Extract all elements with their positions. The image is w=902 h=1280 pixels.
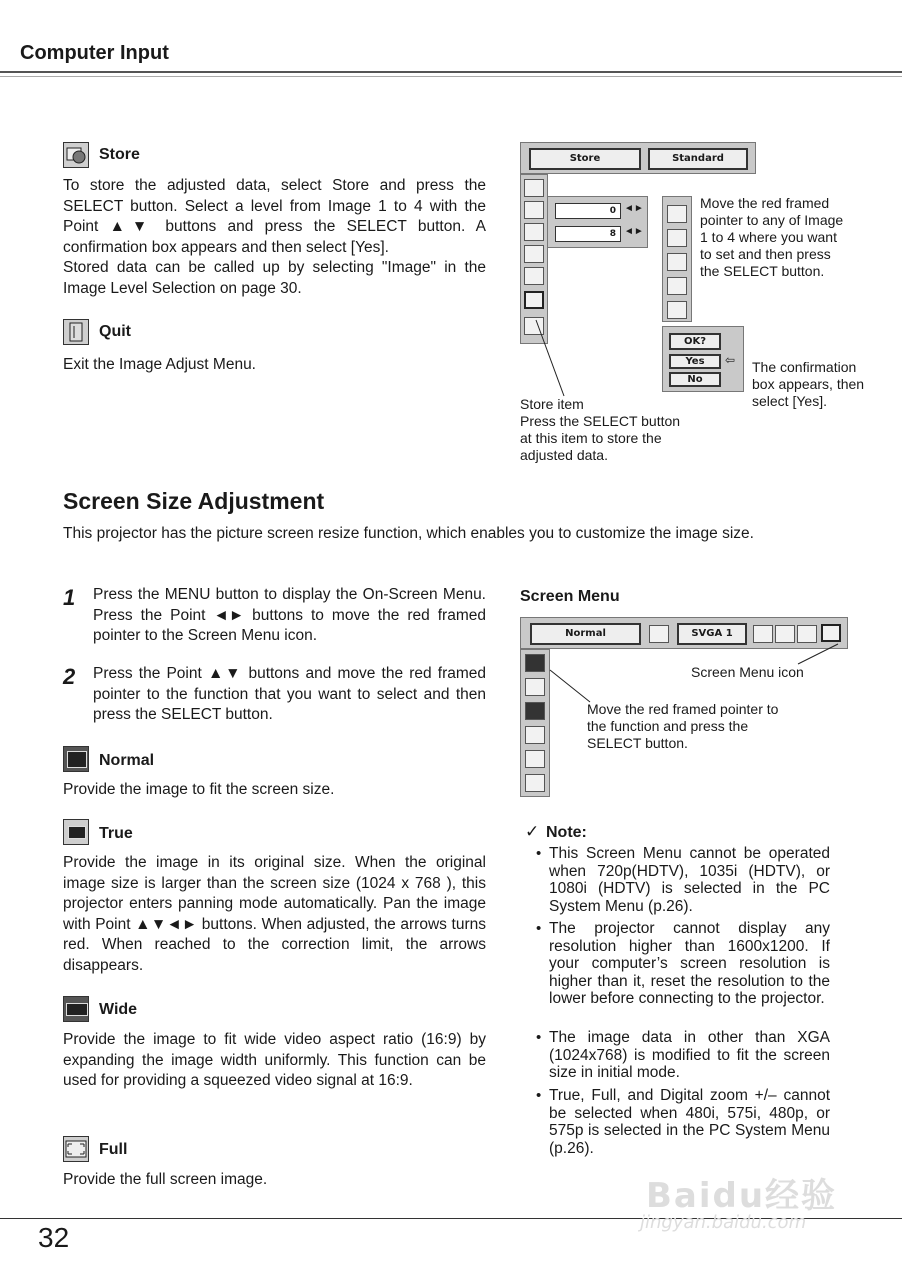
contrast-icon [524,179,544,197]
bullet: • [536,920,542,937]
normal-menu-icon [525,654,545,672]
step-number: 2 [63,664,76,689]
wide-heading: Wide [99,1001,138,1018]
quit-heading: Quit [99,323,131,340]
standard-tab: Standard [648,148,748,170]
zoom-in-icon [525,750,545,768]
note-heading: Note: [546,824,587,841]
watermark-url: jingyan.baidu.com [640,1212,807,1233]
bullet: • [536,845,542,862]
svga-tab: SVGA 1 [677,623,747,645]
confirm-ok-label: OK? [669,333,721,350]
value-field-2: 8 [555,226,621,242]
store-item-caption: Store item Press the SELECT button at this item to store the adjusted data. [520,396,681,463]
confirm-caption: The confirmation box appears, then select [Yes]. [752,359,865,409]
screen-menu-pointer-caption: Move the red framed pointer to the function and press the SELECT button. [587,701,779,751]
note-item: The image data in other than XGA (1024x768) is modified to fit the screen size in initial mode. [549,1029,830,1081]
step-number: 1 [63,585,76,610]
full-body: Provide the full screen image. [63,1171,268,1188]
note-item: The projector cannot display any resolution higher than 1600x1200. If your computer’s screen resolution is higher than it, reset the resolution to the lower before connecting to the projector. [549,920,830,1007]
brightness-icon [524,201,544,219]
tint-icon [524,245,544,263]
true-icon [63,819,89,845]
confirm-box [662,326,744,392]
check-icon: ✓ [525,822,540,841]
screen-menu-column [520,649,550,797]
header-rule [0,71,902,73]
bullet: • [536,1029,542,1046]
image-4-icon [667,277,687,295]
quit-icon [63,319,89,345]
image-3-icon [667,253,687,271]
watermark-logo: Baidu经验 [646,1176,838,1216]
full-menu-icon [525,726,545,744]
store-tab: Store [529,148,641,170]
section-title: Screen Size Adjustment [63,488,325,514]
quit-menu-icon [667,301,687,319]
value-field-1: 0 [555,203,621,219]
bullet: • [536,1087,542,1104]
wide-icon [63,996,89,1022]
image-level-column [662,196,692,322]
store-menu-bar [520,142,756,174]
image-1-icon [667,205,687,223]
image-2-icon [667,229,687,247]
store-body: To store the adjusted data, select Store and press the SELECT button. Select a level from Image 1 to 4 with the Point ▲▼ buttons and press the SELECT button. A confirmation box appears and then select [Yes]. Stored data can be called up by selecting "Image" in the Image Level Selection on page 30. [63,177,486,297]
normal-icon [63,746,89,772]
pointer-arrow-icon: ⇦ [725,353,736,367]
store-icon [63,142,89,168]
screen-menu-icon-caption: Screen Menu icon [691,664,804,680]
page-header-title: Computer Input [20,42,169,64]
gamma-icon [524,223,544,241]
true-menu-icon [525,678,545,696]
confirm-yes-button: Yes [669,354,721,369]
store-leader-line [520,300,580,400]
note-item: True, Full, and Digital zoom +/– cannot be selected when 480i, 575i, 480p, or 575p is selected in the PC System Menu (p.26). [549,1087,830,1157]
arrow-left-right-icon: ◄► [624,226,644,237]
pointer-caption: Move the red framed pointer to any of Image 1 to 4 where you want to set and then press the SELECT button. [700,195,844,279]
wide-body: Provide the image to fit wide video aspect ratio (16:9) by expanding the image width uniformly. This function can be used for providing a squeezed video signal at 16:9. [63,1031,486,1089]
zoom-out-icon [525,774,545,792]
normal-body: Provide the image to fit the screen size. [63,781,335,798]
confirm-no-button: No [669,372,721,387]
true-body: Provide the image in its original size. When the original image size is larger than the screen size (1024 x 768 ), this projector enters panning mode automatically. Pan the image with Point ▲▼◄► buttons. When adjusted, the arrows turns red. When reached to the correction limit, the arrows disappears. [63,854,486,974]
full-heading: Full [99,1141,128,1158]
wide-menu-icon [525,702,545,720]
quit-body: Exit the Image Adjust Menu. [63,356,256,373]
store-heading: Store [99,146,140,163]
reset-icon [524,267,544,285]
note-item: This Screen Menu cannot be operated when 720p(HDTV), 1035i (HDTV), or 1080i (HDTV) is selected in the PC System Menu (p.26). [549,845,830,915]
step-text: Press the Point ▲▼ buttons and move the red framed pointer to the function that you want to select and then press the SELECT button. [93,665,486,723]
header-rule-thin [0,76,902,77]
normal-heading: Normal [99,752,155,769]
true-heading: True [99,825,133,842]
screen-menu-heading: Screen Menu [520,588,620,605]
value-panel [548,196,648,248]
normal-tab: Normal [530,623,641,645]
page-number: 32 [38,1222,70,1253]
full-icon [63,1136,89,1162]
arrow-left-right-icon: ◄► [624,203,644,214]
step-text: Press the MENU button to display the On-Screen Menu. Press the Point ◄► buttons to move the red framed pointer to the Screen Menu icon. [93,586,486,644]
section-intro: This projector has the picture screen resize function, which enables you to customize the image size. [63,525,754,542]
